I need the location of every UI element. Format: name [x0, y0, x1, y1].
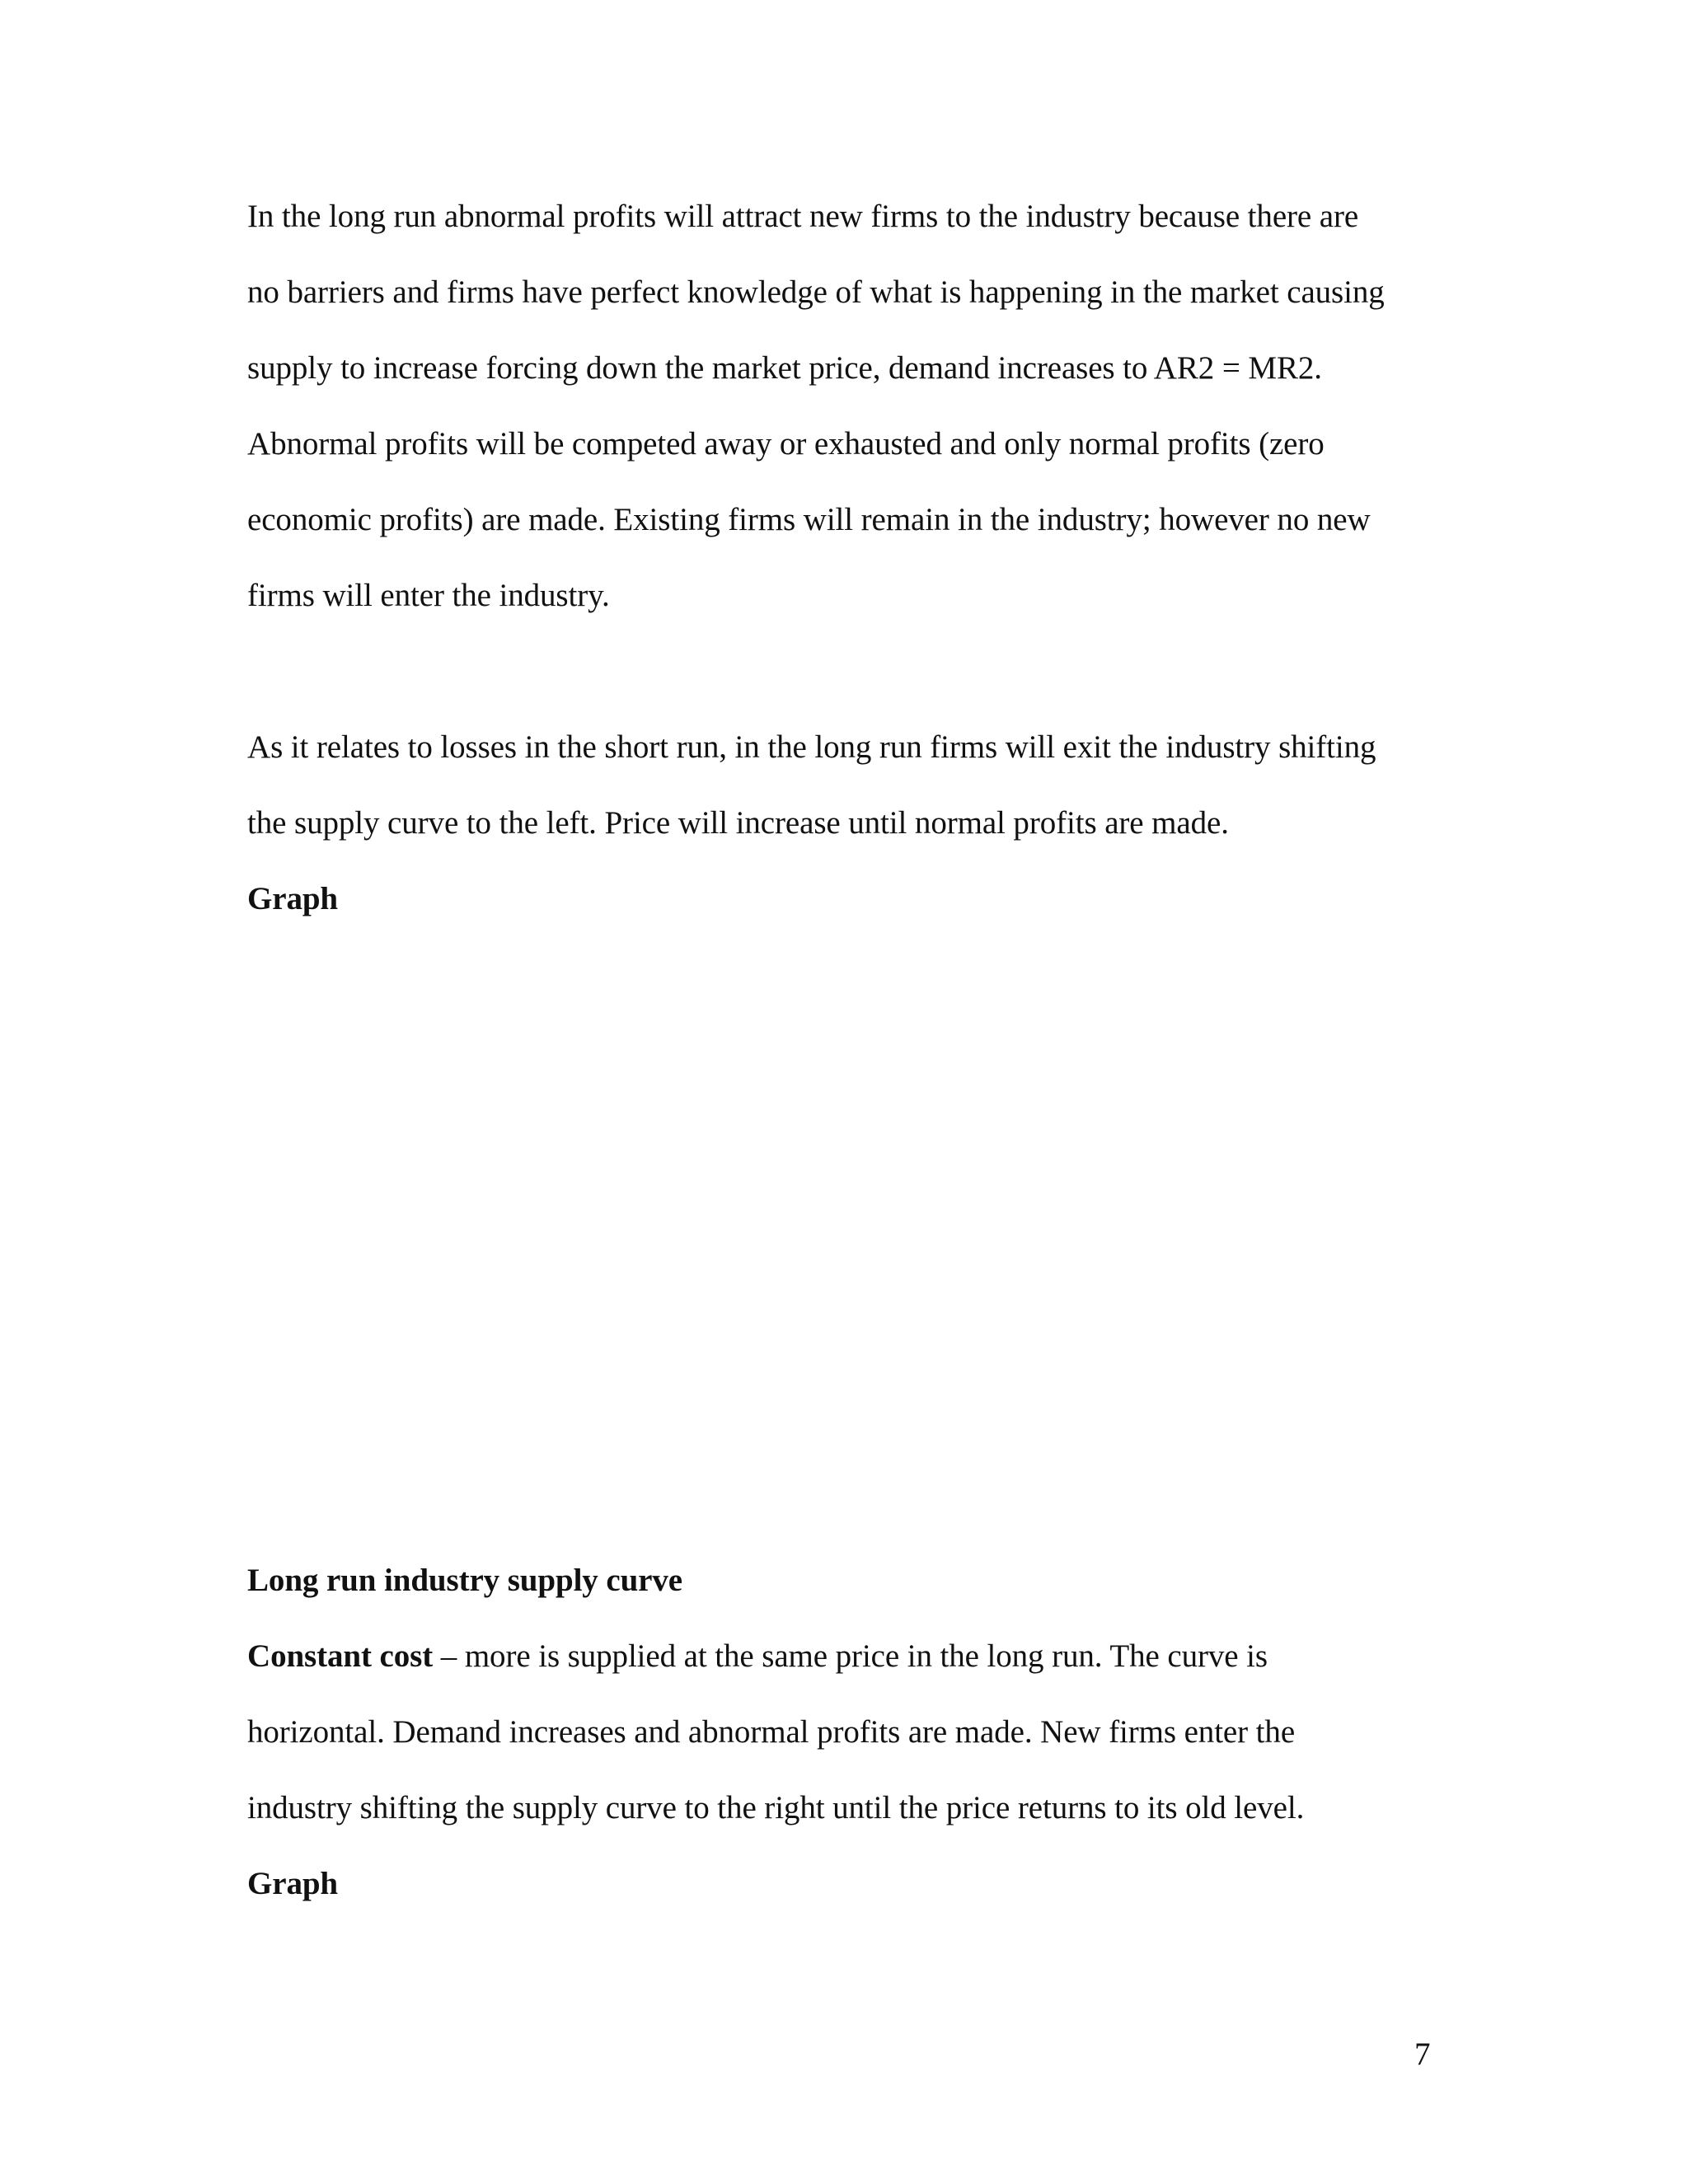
- page-number: 7: [1414, 2036, 1431, 2072]
- paragraph-line: economic profits) are made. Existing firms will remain in the industry; however no new: [247, 502, 1371, 537]
- paragraph-line: supply to increase forcing down the market price, demand increases to AR2 = MR2.: [247, 350, 1322, 386]
- graph-label: Graph: [247, 881, 339, 916]
- paragraph-line: industry shifting the supply curve to the right until the price returns to its old level.: [247, 1790, 1305, 1825]
- paragraph-line: the supply curve to the left. Price will increase until normal profits are made.: [247, 805, 1229, 841]
- paragraph-line: horizontal. Demand increases and abnormal profits are made. New firms enter the: [247, 1714, 1296, 1750]
- paragraph-line: [247, 1638, 1268, 1675]
- term-definition: – more is supplied at the same price in the long run. The curve is: [433, 1638, 1268, 1674]
- paragraph-line: Abnormal profits will be competed away or exhausted and only normal profits (zero: [247, 426, 1325, 462]
- section-heading: Long run industry supply curve: [247, 1563, 682, 1598]
- graph-label: Graph: [247, 1866, 339, 1901]
- paragraph-line: firms will enter the industry.: [247, 578, 610, 613]
- paragraph-line: As it relates to losses in the short run, in the long run firms will exit the industry shifting: [247, 729, 1376, 765]
- term-label: Constant cost: [247, 1638, 434, 1674]
- paragraph-line: no barriers and firms have perfect knowledge of what is happening in the market causing: [247, 274, 1385, 310]
- paragraph-line: In the long run abnormal profits will attract new firms to the industry because there are: [247, 199, 1359, 234]
